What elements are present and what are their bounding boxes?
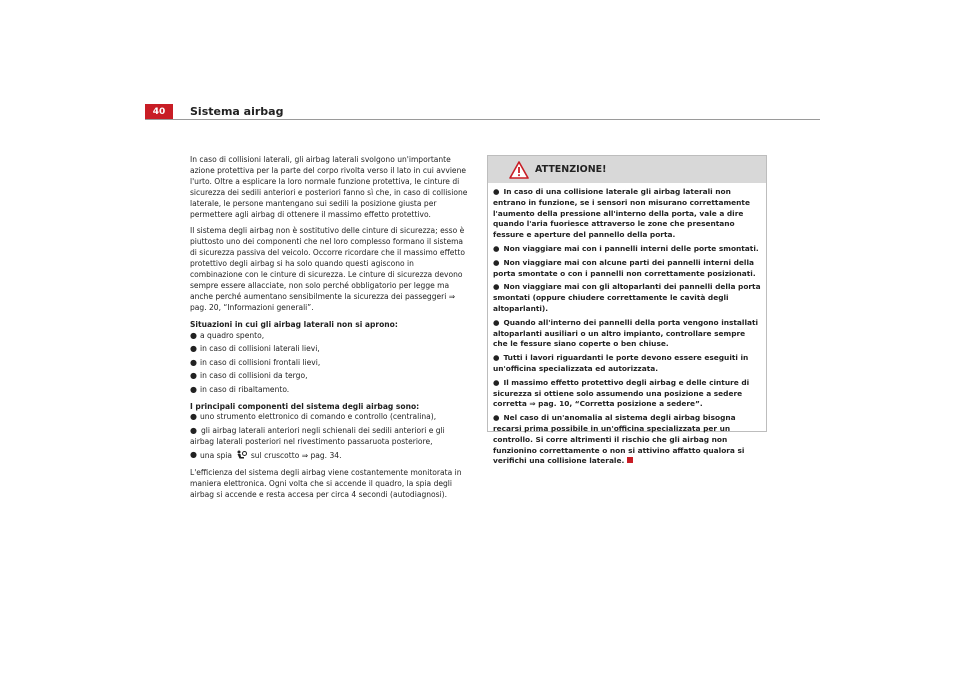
bullet-icon: ● <box>493 317 500 327</box>
bullet-icon: ● <box>190 371 197 381</box>
warning-title: ATTENZIONE! <box>535 164 607 175</box>
bullet-icon: ● <box>493 187 500 196</box>
bullet-icon: ● <box>493 243 500 253</box>
no-deploy-list <box>190 331 468 396</box>
warning-item: ● In caso di una collisione laterale gli airbag laterali non entrano in funzione, se i sensori non misurano correttamente l'aumento della pressione all'interno della porta, vale a dire quando l'aria fuoriesce attraverso le zone che presentano fessure e aperture del pannello della porta. <box>493 187 750 240</box>
bullet-icon: ● <box>190 384 197 394</box>
warning-item: ● Quando all'interno dei pannelli della porta vengono installati altoparlanti ausiliari o un altro impianto, controllare sempre che le fessure siano coperte o ben chiuse. <box>493 317 759 349</box>
warning-item: ● Non viaggiare mai con alcune parti dei pannelli interni della porta smontate o con i pannelli non correttamente posizionati. <box>493 257 756 278</box>
list-item: ● in caso di ribaltamento. <box>190 384 290 394</box>
bullet-icon: ● <box>493 257 500 267</box>
subheading-no-deploy: Situazioni in cui gli airbag laterali non si aprono: <box>190 319 398 329</box>
warning-body <box>488 183 766 467</box>
page-number: 40 <box>145 104 173 120</box>
end-of-section-icon <box>627 457 633 463</box>
paragraph-side-airbag: In caso di collisioni laterali, gli airbag laterali svolgono un'importante azione protettiva per la parte del corpo rivolta verso il lato in cui avviene l'urto. Oltre a esplicare la loro normale funzione protettiva, le cinture di sicurezza dei sedili anteriori e posteriori fanno sì che, in caso di collisione laterale, le persone mantengano sui sedili la posizione giusta per permettere agli airbag di ottenere il massimo effetto protettivo. <box>190 155 468 219</box>
list-item: ● in caso di collisioni da tergo, <box>190 371 308 381</box>
bullet-icon: ● <box>190 344 197 354</box>
bullet-icon: ● <box>493 282 500 292</box>
list-item: ● a quadro spento, <box>190 330 265 340</box>
warning-item: ● Il massimo effetto protettivo degli airbag e delle cinture di sicurezza si ottiene solo assumendo una posizione a sedere corretta ⇒ pag. 10, “Corretta posizione a sedere”. <box>493 377 750 409</box>
bullet-icon: ● <box>190 412 197 422</box>
section-title: Sistema airbag <box>190 105 284 118</box>
bullet-icon: ● <box>493 353 500 363</box>
list-item: ● in caso di collisioni laterali lievi, <box>190 344 320 354</box>
airbag-warning-light-icon <box>235 450 247 460</box>
bullet-icon: ● <box>190 330 197 340</box>
bullet-icon: ● <box>190 450 197 460</box>
warning-item: ● Non viaggiare mai con gli altoparlanti dei pannelli della porta smontati (oppure chiudere correttamente le cavità degli altoparlanti). <box>493 282 761 313</box>
subheading-components: I principali componenti del sistema degli airbag sono: <box>190 401 420 411</box>
list-item: ● uno strumento elettronico di comando e controllo (centralina), <box>190 412 437 422</box>
paragraph-airbag-system: Il sistema degli airbag non è sostitutivo delle cinture di sicurezza; esso è piuttosto uno dei componenti che nel loro complesso formano il sistema di sicurezza passiva del veicolo. Occorre ricordare che il massimo effetto protettivo degli airbag si ha solo quando questi agiscono in combinazione con le cinture di sicurezza. Le cinture di sicurezza devono sempre essere allacciate, non solo perché obbligatorio per legge ma anche perché aumentano sensibilmente la sicurezza dei passeggeri ⇒ pag. 20, “Informazioni generali”. <box>190 226 465 312</box>
components-list <box>190 412 468 462</box>
list-item: ● gli airbag laterali anteriori negli schienali dei sedili anteriori e gli airbag laterali posteriori nel rivestimento passaruota posteriore, <box>190 425 445 446</box>
paragraph-monitoring: L'efficienza del sistema degli airbag viene costantemente monitorata in maniera elettronica. Ogni volta che si accende il quadro, la spia degli airbag si accende e resta accesa per circa 4 secondi (autodiagnosi). <box>190 468 462 500</box>
warning-item: ● Tutti i lavori riguardanti le porte devono essere eseguiti in un'officina specializzata ed autorizzata. <box>493 353 749 373</box>
list-item: ● in caso di collisioni frontali lievi, <box>190 357 321 367</box>
bullet-icon: ● <box>493 413 500 423</box>
warning-header <box>488 156 766 183</box>
bullet-icon: ● <box>493 377 500 387</box>
left-column <box>190 155 468 507</box>
warning-triangle-icon <box>509 161 529 179</box>
header-rule <box>145 119 820 120</box>
bullet-icon: ● <box>190 425 197 435</box>
warning-item: ● Non viaggiare mai con i pannelli interni delle porte smontati. <box>493 243 759 253</box>
bullet-icon: ● <box>190 357 197 367</box>
list-item: ● una spia sul cruscotto ⇒ pag. 34. <box>190 450 342 461</box>
warning-item: ● Nel caso di un'anomalia al sistema degli airbag bisogna recarsi prima possibile in un'officina specializzata per un controllo. Si corre altrimenti il rischio che gli airbag non funzionino correttamente o non si attivino affatto qualora si verifichi una collisione laterale. <box>493 413 745 466</box>
warning-box <box>487 155 767 466</box>
